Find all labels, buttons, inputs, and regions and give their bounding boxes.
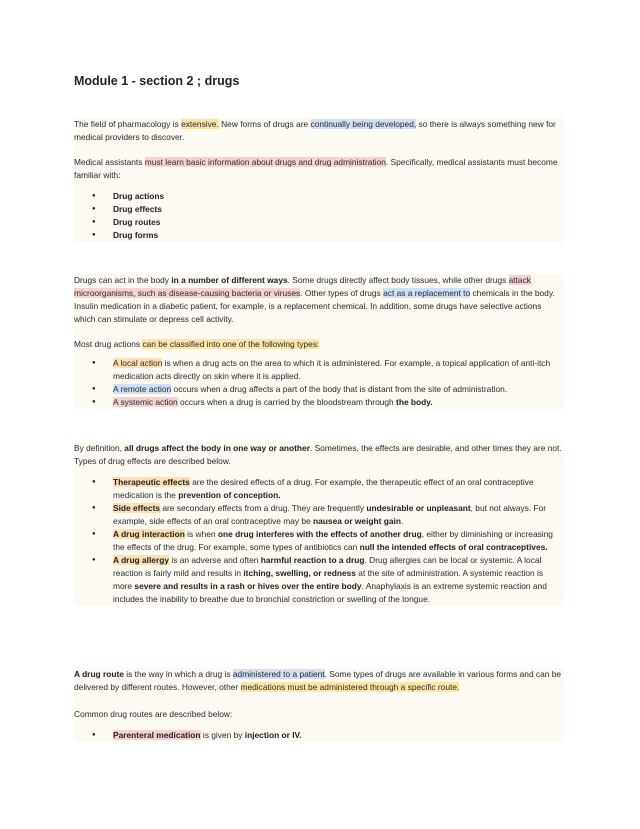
text: one drug interferes with the effects of another drug bbox=[217, 529, 422, 539]
text: , but not always. For example, side effects of an oral contraceptive may be bbox=[113, 503, 547, 526]
highlight-yellow: medications must be administered through a specific route. bbox=[240, 682, 460, 692]
list-item bbox=[74, 528, 564, 554]
paragraph-action-types bbox=[74, 338, 564, 351]
text: are secondary effects from a drug. They are frequently bbox=[160, 503, 367, 513]
section-drug-actions bbox=[74, 274, 564, 409]
highlight-pink: Parenteral medication bbox=[113, 730, 201, 740]
paragraph-medical-assistants bbox=[74, 156, 564, 182]
action-types-list bbox=[74, 357, 564, 409]
highlight-pink: must learn basic information about drugs and drug administration bbox=[144, 157, 386, 167]
paragraph-drug-routes bbox=[74, 668, 564, 694]
text: The field of pharmacology is bbox=[74, 119, 182, 129]
text: . Sometimes, the effects are desirable, and other times they are not. Types of drug effects are described below. bbox=[74, 443, 562, 466]
section-drug-effects bbox=[74, 442, 564, 606]
text: nausea or weight gain bbox=[313, 516, 401, 526]
highlight-pink: A systemic action bbox=[113, 397, 178, 407]
text: . Some types of drugs are available in various forms and can be delivered by different routes. However, other bbox=[74, 669, 562, 692]
list-item bbox=[74, 190, 564, 203]
text: Drugs can act in the body bbox=[74, 275, 172, 285]
highlight-orange: Side effects bbox=[113, 503, 161, 513]
highlight-blue: administered to a patient bbox=[232, 669, 325, 679]
list-item bbox=[74, 476, 564, 502]
section-intro bbox=[74, 118, 564, 242]
text: is an adverse and often bbox=[169, 555, 261, 565]
text: Drug effects bbox=[113, 204, 162, 214]
text: . Anaphylaxis is an extreme systemic reaction and includes the inability to breathe due to bronchial constriction or swelling of the tongue. bbox=[113, 581, 547, 604]
text: null the intended effects of oral contraceptives. bbox=[359, 542, 548, 552]
text: the body. bbox=[396, 397, 433, 407]
paragraph-drug-effects bbox=[74, 442, 564, 468]
paragraph-drug-actions bbox=[74, 274, 564, 326]
text: . Other types of drugs bbox=[300, 288, 384, 298]
list-item bbox=[74, 229, 564, 242]
highlight-yellow: can be classified into one of the following types: bbox=[142, 339, 320, 349]
list-item bbox=[74, 502, 564, 528]
list-item bbox=[74, 396, 564, 409]
text: , either by diminishing or increasing the effects of the drug. For example, some types of antibiotics can bbox=[113, 529, 553, 552]
text: undesirable or unpleasant bbox=[366, 503, 471, 513]
text: . bbox=[401, 516, 404, 526]
topic-list bbox=[74, 190, 564, 242]
highlight-orange: A local action bbox=[113, 358, 163, 368]
text: itching, swelling, or redness bbox=[243, 568, 356, 578]
list-item bbox=[74, 729, 564, 742]
text: injection or IV. bbox=[244, 730, 302, 740]
text: . Specifically, medical assistants must become familiar with: bbox=[74, 157, 558, 180]
text: Drug actions bbox=[113, 191, 165, 201]
highlight-blue: act as a replacement to bbox=[383, 288, 471, 298]
text: is the way in which a drug is bbox=[123, 669, 233, 679]
highlight-orange: Therapeutic effects bbox=[113, 477, 190, 487]
highlight-orange: A drug interaction bbox=[113, 529, 185, 539]
text: Medical assistants bbox=[74, 157, 145, 167]
text: Drug forms bbox=[113, 230, 159, 240]
text: is given by bbox=[200, 730, 245, 740]
text: . Some drugs directly affect body tissues, while other drugs bbox=[287, 275, 509, 285]
text: at the site of administration. A systemic reaction is more bbox=[113, 568, 544, 591]
text: By definition, bbox=[74, 443, 125, 453]
text: is when bbox=[184, 529, 218, 539]
text: . Drug allergies can be local or systemic. A local reaction is fairly mild and results in bbox=[113, 555, 542, 578]
effect-types-list bbox=[74, 476, 564, 606]
list-item bbox=[74, 554, 564, 606]
text: all drugs affect the body in one way or another bbox=[124, 443, 310, 453]
highlight-yellow: extensive. bbox=[181, 119, 219, 129]
list-item bbox=[74, 357, 564, 383]
paragraph-common-routes: Common drug routes are described below: bbox=[74, 709, 233, 719]
routes-list bbox=[74, 729, 564, 742]
list-item bbox=[74, 203, 564, 216]
text: prevention of conception. bbox=[178, 490, 281, 500]
text: severe and results in a rash or hives over the entire body bbox=[134, 581, 362, 591]
list-item bbox=[74, 383, 564, 396]
text: New forms of drugs are bbox=[218, 119, 311, 129]
list-item bbox=[74, 216, 564, 229]
highlight-blue: continually being developed, bbox=[310, 119, 417, 129]
text: Drug routes bbox=[113, 217, 161, 227]
text: in a number of different ways bbox=[171, 275, 288, 285]
page-title: Module 1 - section 2 ; drugs bbox=[74, 74, 240, 88]
text: harmful reaction to a drug bbox=[260, 555, 365, 565]
highlight-orange: A drug allergy bbox=[113, 555, 169, 565]
section-drug-routes bbox=[74, 668, 564, 742]
highlight-pink: attack microorganisms, such as disease-causing bacteria or viruses bbox=[74, 275, 531, 298]
paragraph-pharmacology bbox=[74, 118, 564, 144]
text: chemicals in the body. Insulin medication in a diabetic patient, for example, is a replacement chemical. In addition, some drugs have selective actions which can stimulate or depress cell activity. bbox=[74, 288, 555, 324]
text: A drug route bbox=[74, 669, 124, 679]
text: are the desired effects of a drug. For example, the therapeutic effect of an oral contraceptive medication is the bbox=[113, 477, 534, 500]
text: Most drug actions bbox=[74, 339, 143, 349]
text: occurs when a drug affects a part of the body that is distant from the site of administration. bbox=[171, 384, 508, 394]
highlight-blue: A remote action bbox=[113, 384, 172, 394]
text: is when a drug acts on the area to which it is administered. For example, a topical application of anti-itch medication acts directly on skin where it is applied. bbox=[113, 358, 551, 381]
text: so there is always something new for medical providers to discover. bbox=[74, 119, 556, 142]
text: occurs when a drug is carried by the bloodstream through bbox=[177, 397, 397, 407]
